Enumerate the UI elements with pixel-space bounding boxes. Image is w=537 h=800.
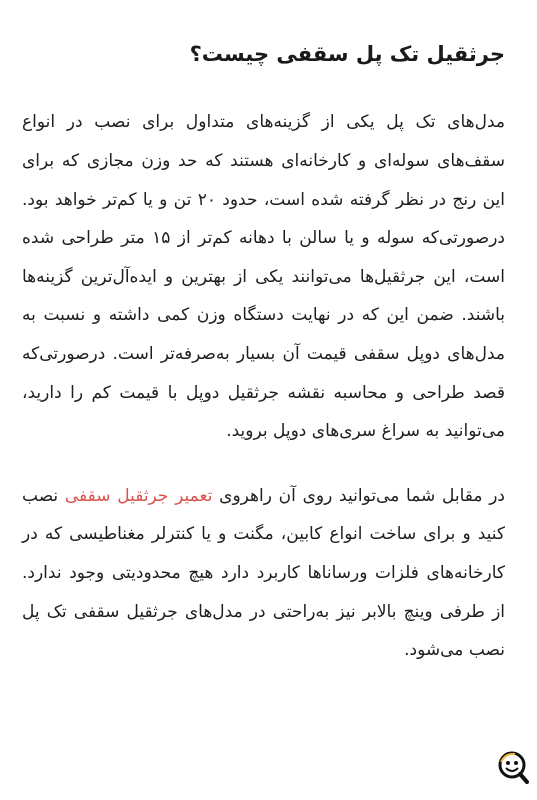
paragraph-2-text-after: نصب کنید و برای ساخت انواع کابین، مگنت و یا کنترلر مغناطیسی که در کارخانه‌های فلزات ورسانا‌ها کاربرد دارد هیچ محدودیتی وجود ندارد. از طرفی وینچ بالابر نیز به‌راحتی در مدل‌های جرثقیل سقفی تک پل نصب می‌شود. (22, 485, 505, 661)
paragraph-2-text-before: در مقابل شما می‌توانید روی آن راهروی (212, 485, 505, 506)
article-paragraph-1: مدل‌های تک پل یکی از گزینه‌های متداول برای نصب در انواع سقف‌های سوله‌ای و کارخانه‌ای هستند که حد وزن مجازی که برای این رنج در نظر گرفته شده است، حدود ۲۰ تن و یا کم‌تر خواهد بود. درصورتی‌که سوله و یا سالن با دهانه کم‌تر از ۱۵ متر طراحی شده است، این جرثقیل‌ها می‌توانند یکی از بهترین و ایده‌آل‌ترین گزینه‌ها باشند. ضمن این که در نهایت دستگاه وزن کمی داشته و نسبت به مدل‌های دوپل سقفی قیمت آن بسیار به‌صرفه‌تر است. درصورتی‌که قصد طراحی و محاسبه نقشه جرثقیل دوپل با قیمت کم را دارید، می‌توانید به سراغ سری‌های دوپل بروید. (22, 112, 506, 442)
article (22, 40, 505, 670)
article-heading: جرثقیل تک پل سقفی چیست؟ (189, 42, 505, 66)
crane-repair-link[interactable]: تعمیر جرثقیل سقفی (64, 485, 213, 506)
magnifier-logo-icon (497, 750, 529, 786)
article-paragraph-2 (22, 477, 505, 670)
